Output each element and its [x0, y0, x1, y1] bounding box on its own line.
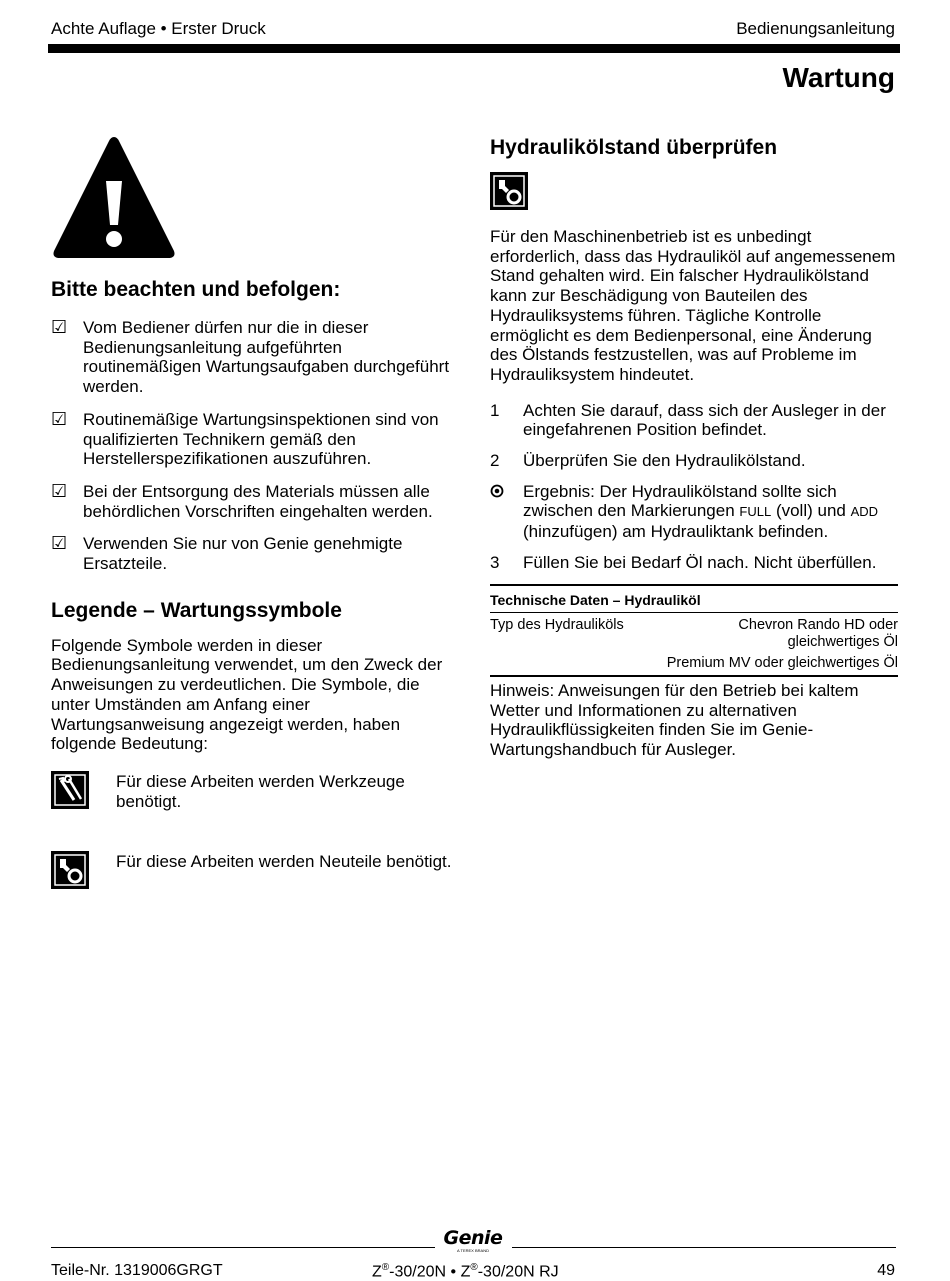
tools-symbol-text: Für diese Arbeiten werden Werkzeuge benötigt.	[116, 771, 405, 811]
checkbox-checked-icon: ☑	[51, 533, 68, 554]
symbol-row-tools	[51, 771, 461, 811]
checkbox-checked-icon: ☑	[51, 408, 68, 429]
footer-rule	[512, 1247, 896, 1248]
step-item: 1 Achten Sie darauf, dass sich der Ausleger in der eingefahrenen Position befindet.	[490, 400, 886, 440]
model-label: Z®-30/20N • Z®-30/20N RJ	[372, 1262, 559, 1281]
add-marker-label: ADD	[850, 504, 879, 520]
notice-heading: Bitte beachten und befolgen:	[51, 278, 341, 301]
checklist-item: ☑ Routinemäßige Wartungsinspektionen sind von qualifizierten Technikern gemäß den Herstellerspezifikationen auszuführen.	[51, 408, 439, 469]
manual-title: Bedienungsanleitung	[736, 19, 895, 38]
checkbox-checked-icon: ☑	[51, 480, 68, 501]
spec-table-title: Technische Daten – Hydrauliköl	[490, 586, 898, 613]
legend-intro: Folgende Symbole werden in dieser Bedienungsanleitung verwendet, um den Zweck der Anweisungen zu verdeutlichen. Die Symbole, die unter Umständen am Anfang einer Wartungsanweisung angezeigt werden, haben folgende Bedeutung:	[51, 635, 443, 754]
spec-row	[490, 613, 898, 655]
new-parts-icon	[51, 851, 89, 889]
hydraulic-intro: Für den Maschinenbetrieb ist es unbedingt erforderlich, dass das Hydrauliköl auf angemessenem Stand gehalten wird. Ein falscher Hydraulikölstand kann zur Beschädigung von Bauteilen des Hydrauliksystems führen. Tägliche Kontrolle ermöglicht es dem Bedienpersonal, eine Änderung des Ölstands festzustellen, was auf Probleme im Hydrauliksystem hindeutet.	[490, 227, 896, 384]
left-column	[51, 278, 461, 889]
footer-rule	[51, 1247, 435, 1248]
header-rule	[48, 44, 900, 53]
procedure-steps	[490, 401, 898, 573]
tools-icon	[51, 771, 89, 809]
spec-value: Chevron Rando HD oder gleichwertiges Öl	[738, 616, 898, 651]
part-number: Teile-Nr. 1319006GRGT	[51, 1262, 223, 1279]
cold-weather-note: Hinweis: Anweisungen für den Betrieb bei kaltem Wetter und Informationen zu alternativen Hydraulikflüssigkeiten finden Sie im Genie-Wartungshandbuch für Ausleger.	[490, 681, 859, 760]
step-item: 2 Überprüfen Sie den Hydraulikölstand.	[490, 451, 806, 471]
legend-heading: Legende – Wartungssymbole	[51, 598, 342, 622]
spec-label: Typ des Hydrauliköls	[490, 616, 624, 633]
spec-table	[490, 584, 898, 678]
hydraulic-heading: Hydraulikölstand überprüfen	[490, 136, 778, 159]
section-title: Wartung	[782, 62, 895, 93]
right-column	[490, 136, 898, 760]
checklist-item: ☑ Vom Bediener dürfen nur die in dieser Bedienungsanleitung aufgeführten routinemäßigen Wartungsaufgaben durchgeführt werden.	[51, 317, 450, 397]
result-bullet-icon	[490, 484, 504, 498]
edition-label: Achte Auflage • Erster Druck	[51, 19, 266, 38]
page-number: 49	[877, 1262, 895, 1279]
result-item: Ergebnis: Der Hydraulikölstand sollte sich zwischen den Markierungen FULL (voll) und ADD (hinzufügen) am Hydrauliktank befinden.	[490, 482, 898, 542]
checklist	[51, 318, 461, 574]
spec-row: Premium MV oder gleichwertiges Öl	[666, 654, 898, 671]
full-marker-label: FULL	[739, 504, 772, 520]
parts-symbol-text: Für diese Arbeiten werden Neuteile benötigt.	[116, 852, 452, 872]
warning-icon	[51, 133, 177, 261]
symbol-row-parts	[51, 851, 461, 889]
step-item: 3 Füllen Sie bei Bedarf Öl nach. Nicht überfüllen.	[490, 552, 877, 572]
new-parts-icon	[490, 172, 528, 210]
genie-logo: Genie A TEREX BRAND	[443, 1227, 503, 1253]
checklist-item: ☑ Bei der Entsorgung des Materials müssen alle behördlichen Vorschriften eingehalten werden.	[51, 480, 433, 521]
checklist-item: ☑ Verwenden Sie nur von Genie genehmigte Ersatzteile.	[51, 533, 403, 574]
checkbox-checked-icon: ☑	[51, 317, 68, 337]
